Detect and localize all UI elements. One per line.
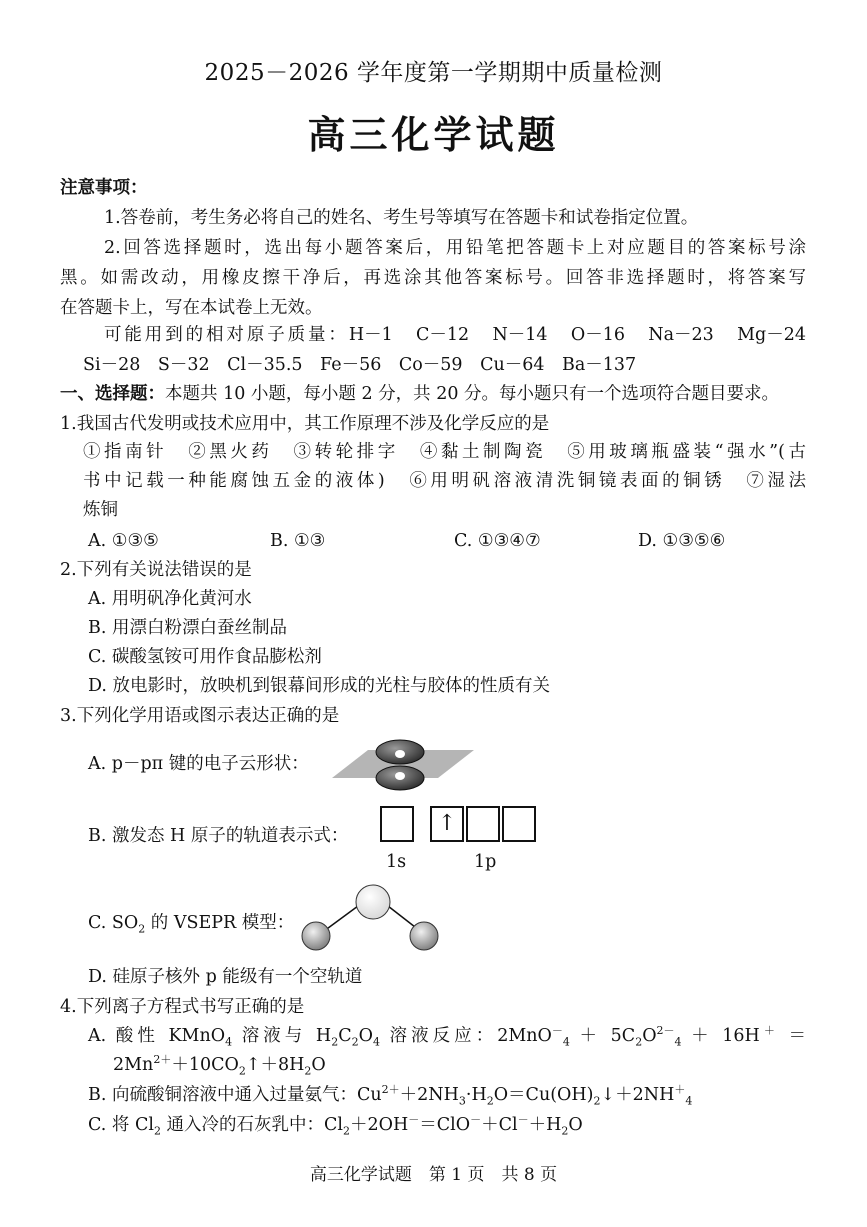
q3-option-c: C. $SO_2$ 的 VSEPR 模型：	[88, 913, 295, 936]
q3-option-b: B. 激发态 H 原子的轨道表示式：	[88, 826, 349, 846]
section-1-label: 一、选择题：	[60, 384, 165, 404]
q1-items-line-1: ①指南针 ②黑火药 ③转轮排字 ④黏土制陶瓷 ⑤用玻璃瓶盛装“强水”(古	[83, 442, 806, 462]
q1-option-b: B. ①③	[270, 531, 326, 551]
q1-stem: 1.我国古代发明或技术应用中，其工作原理不涉及化学反应的是	[60, 414, 550, 434]
up-arrow-icon: ↑	[437, 811, 457, 836]
notice-heading: 注意事项：	[60, 178, 148, 198]
orbital-box-1p-1	[430, 806, 464, 842]
q2-stem: 2.下列有关说法错误的是	[60, 560, 252, 580]
q1-option-c: C. ①③④⑦	[454, 531, 541, 551]
atomic-masses-line-2: Si－28 S－32 Cl－35.5 Fe－56 Co－59 Cu－64 Ba－137	[83, 355, 637, 375]
p-p-pi-bond-cloud-image	[328, 738, 476, 794]
q2-option-b: B. 用漂白粉漂白蚕丝制品	[88, 618, 287, 638]
q3-stem: 3.下列化学用语或图示表达正确的是	[60, 706, 340, 726]
q4-option-a-line-2: $2Mn^{2+}+10CO_2↑+8H_2O$	[113, 1053, 326, 1078]
section-1-heading	[60, 382, 779, 406]
q4-option-a-line-1: A. 酸性 KMnO$_4$ 溶液与 $H_2C_2O_4$ 溶液反应：$2MnO^-_4 + 5C_2O^{2-}_4 + 16H^+$ ＝	[88, 1024, 807, 1049]
main-title: 高三化学试题	[307, 113, 560, 157]
q1-items-line-3: 炼铜	[83, 500, 118, 520]
orbital-label-1p: 1p	[474, 852, 497, 872]
q4-option-b: B. 向硫酸铜溶液中通入过量氨气：$Cu^{2+}+2NH_3\cdot H_2O=Cu(OH)_2↓+2NH^+_4$	[88, 1083, 693, 1108]
notice-item-2-line-2: 黑。如需改动，用橡皮擦干净后，再选涂其他答案标号。回答非选择题时，将答案写	[60, 268, 806, 288]
q1-items-line-2: 书中记载一种能腐蚀五金的液体) ⑥用明矾溶液清洗铜镜表面的铜锈 ⑦湿法	[83, 471, 806, 491]
q2-option-d: D. 放电影时，放映机到银幕间形成的光柱与胶体的性质有关	[88, 676, 551, 696]
q3-option-a: A. p－pπ 键的电子云形状：	[88, 754, 309, 774]
so2-vsepr-model-image	[296, 882, 442, 952]
notice-item-2-line-3: 在答题卡上，写在本试卷上无效。	[60, 298, 323, 318]
q1-option-a: A. ①③⑤	[88, 531, 159, 551]
q2-option-c: C. 碳酸氢铵可用作食品膨松剂	[88, 647, 322, 667]
orbital-box-1p-2	[466, 806, 500, 842]
exam-title: 2025－2026 学年度第一学期期中质量检测	[204, 60, 663, 86]
q2-option-a: A. 用明矾净化黄河水	[88, 589, 252, 609]
q1-option-d: D. ①③⑤⑥	[638, 531, 726, 551]
q4-stem: 4.下列离子方程式书写正确的是	[60, 997, 305, 1017]
orbital-label-1s: 1s	[386, 852, 407, 872]
q3-option-d: D. 硅原子核外 p 能级有一个空轨道	[88, 967, 363, 987]
atomic-masses-line-1: 可能用到的相对原子质量：H－1 C－12 N－14 O－16 Na－23 Mg－24	[104, 325, 806, 345]
orbital-box-1s	[380, 806, 414, 842]
orbital-box-1p-3	[502, 806, 536, 842]
page-footer: 高三化学试题 第 1 页 共 8 页	[309, 1165, 558, 1185]
notice-item-1: 1.答卷前，考生务必将自己的姓名、考生号等填写在答题卡和试卷指定位置。	[104, 208, 699, 228]
section-1-desc: 本题共 10 小题，每小题 2 分，共 20 分。每小题只有一个选项符合题目要求。	[165, 384, 780, 404]
q4-option-c: C. 将 $Cl_2$ 通入冷的石灰乳中：$Cl_2+2OH^-=ClO^-+Cl^-+H_2O$	[88, 1113, 583, 1138]
notice-item-2-line-1: 2.回答选择题时，选出每小题答案后，用铅笔把答题卡上对应题目的答案标号涂	[104, 238, 806, 258]
